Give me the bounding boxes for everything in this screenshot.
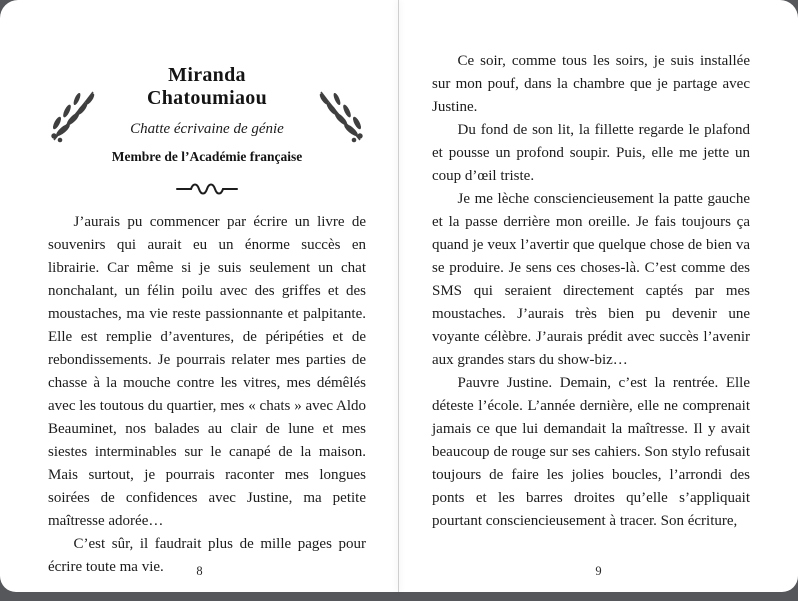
author-block: [104, 64, 310, 165]
paragraph: J’aurais pu commencer par écrire un livre de souvenirs qui aurait eu un énorme succès en librairie. Car même si je suis seulement un chat nonchalant, un félin poilu avec des griffes et des moustaches, ma vie reste passionnante et palpitante. Elle est remplie d’aventures, de péripéties et de rebondissements. Je pourrais relater mes parties de chasse à la mouche contre les vitres, mes démêlés avec les toutous du quartier, mes « chats » avec Aldo Beauminet, nos balades au clair de lune et mes siestes interminables sur le canapé de la maison. Mais surtout, je pourrais raconter mes longues soirées de confidences avec Justine, ma petite maîtresse adorée…: [48, 214, 366, 529]
paragraph: Je me lèche consciencieusement la patte gauche et la passe derrière mon oreille. Je fais toujours ça quand je veux l’avertir que quelque chose de bien va se produire. Je sens ces choses-là. C’est comme des SMS qui seraient directement captés par mes moustaches. J’aurais très bien pu devenir une voyante célèbre. J’aurais prédit avec succès l’avenir aux grandes stars du show-biz…: [432, 191, 750, 368]
right-page-text: [432, 50, 750, 533]
page-right: [399, 0, 798, 592]
laurel-branch-right-icon: [314, 86, 366, 144]
page-left: [0, 0, 399, 592]
author-subtitle: Chatte écrivaine de génie: [130, 121, 284, 137]
left-page-text: [48, 211, 366, 579]
paragraph: Pauvre Justine. Demain, c’est la rentrée. Elle déteste l’école. L’année dernière, elle ne comprenait jamais ce que lui demandait la maîtresse. Il y avait beaucoup de rouge sur ses cahiers. Son stylo refusait toujours de faire les jolies boucles, l’arrondi des ponts et les barres droites qu’elle s’appliquait pourtant consciencieusement à tracer. Son écriture,: [432, 375, 750, 529]
paragraph: C’est sûr, il faudrait plus de mille pages pour écrire toute ma vie.: [48, 536, 366, 575]
section-divider-ornament-icon: [48, 182, 366, 196]
laurel-branch-left-icon: [48, 86, 100, 144]
paragraph: Du fond de son lit, la fillette regarde le plafond et pousse un profond soupir. Puis, elle me jette un coup d’œil triste.: [432, 122, 750, 184]
page-number-left: 8: [196, 564, 203, 578]
author-affiliation: Membre de l’Académie française: [111, 149, 303, 164]
chapter-header: [48, 64, 366, 165]
paragraph: Ce soir, comme tous les soirs, je suis installée sur mon pouf, dans la chambre que je partage avec Justine.: [432, 53, 750, 115]
page-number-right: 9: [595, 564, 602, 578]
author-title: Miranda Chatoumiaou: [147, 64, 267, 109]
